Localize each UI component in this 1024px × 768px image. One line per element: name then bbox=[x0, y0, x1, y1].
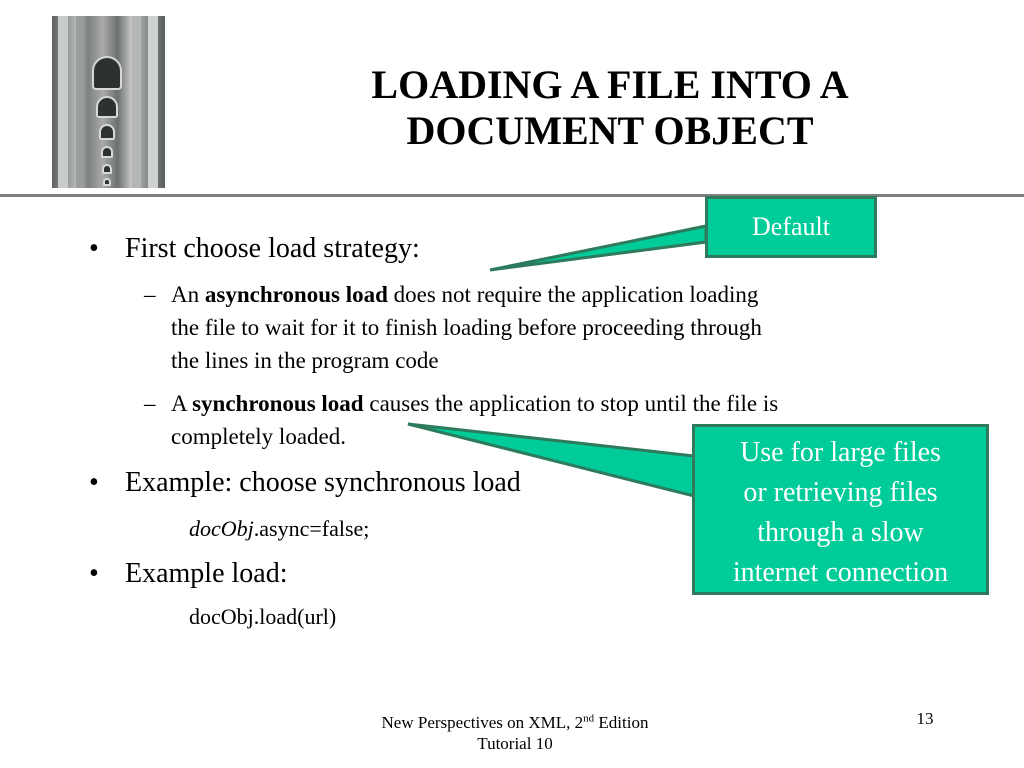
callout-line: internet connection bbox=[732, 557, 949, 588]
slide-number bbox=[900, 708, 950, 729]
sub-bullet-text: causes the application to stop until the file is bbox=[363, 391, 779, 416]
default-callout-tail bbox=[490, 226, 706, 270]
callout-line: Use for large files bbox=[740, 437, 941, 468]
footer-text: New Perspectives on XML, 2 bbox=[381, 712, 584, 732]
sub-bullet-text: completely loaded. bbox=[171, 424, 346, 449]
sub-bullet-text: A bbox=[171, 391, 193, 416]
footer-text: Edition bbox=[594, 712, 649, 732]
callout-line: or retrieving files bbox=[743, 477, 938, 508]
bullet-dot: • bbox=[89, 558, 99, 589]
code-text: .async=false; bbox=[253, 516, 370, 541]
bullet-dot: • bbox=[89, 467, 99, 498]
term-synchronous-load: synchronous load bbox=[192, 391, 364, 416]
sub-bullet-text: does not require the application loading bbox=[387, 282, 759, 307]
bullet-load-strategy bbox=[89, 233, 420, 265]
sub-bullet-async bbox=[144, 278, 931, 377]
bullet-example-load bbox=[89, 558, 288, 590]
page-number: 13 bbox=[916, 709, 934, 728]
dash-marker: – bbox=[144, 391, 156, 416]
default-callout bbox=[705, 196, 877, 258]
large-files-callout bbox=[692, 424, 989, 595]
footer-tutorial: Tutorial 10 bbox=[477, 733, 553, 753]
sub-bullet-text: the file to wait for it to finish loading before proceeding through bbox=[171, 315, 762, 340]
bullet-dot: • bbox=[89, 233, 99, 264]
slide-title-line1: LOADING A FILE INTO A bbox=[371, 62, 849, 107]
code-object-name: docObj bbox=[189, 516, 254, 541]
bullet-text: Example: choose synchronous load bbox=[125, 467, 521, 498]
sub-bullet-text: the lines in the program code bbox=[171, 348, 439, 373]
sub-bullet-text: An bbox=[171, 282, 205, 307]
callout-line: through a slow bbox=[757, 517, 924, 548]
bullet-example-sync bbox=[89, 467, 521, 499]
term-asynchronous-load: asynchronous load bbox=[204, 282, 388, 307]
bullet-text: Example load: bbox=[125, 558, 288, 589]
callout-label: Default bbox=[752, 212, 830, 241]
dash-marker: – bbox=[144, 282, 156, 307]
code-async-false bbox=[189, 515, 369, 543]
footer-book-title bbox=[382, 713, 649, 732]
footer-book-info bbox=[340, 708, 690, 754]
code-text: docObj.load(url) bbox=[189, 604, 337, 629]
slide-title-line2: DOCUMENT OBJECT bbox=[406, 108, 814, 153]
bullet-text: First choose load strategy: bbox=[125, 233, 420, 264]
code-load-url bbox=[189, 603, 336, 631]
footer-superscript: nd bbox=[583, 712, 595, 724]
